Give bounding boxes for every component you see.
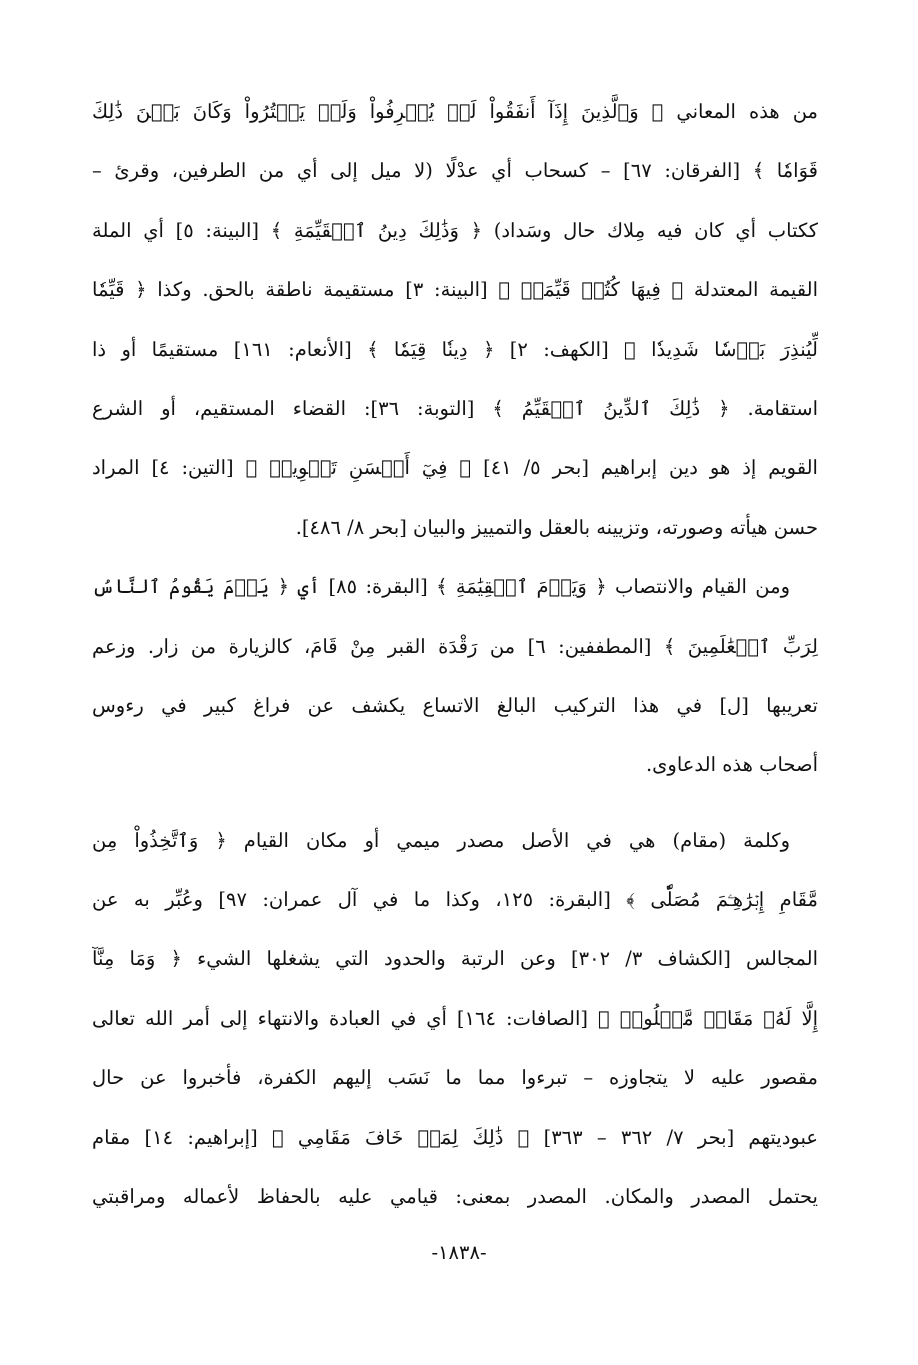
text-line: حسن هيأته وصورته، وتزيينه بالعقل والتمييز والبيان [بحر ٨/ ٤٨٦].	[295, 515, 818, 539]
paragraph-1	[92, 82, 818, 557]
text-line: يحتمل المصدر والمكان. المصدر بمعنى: قيامي عليه بالحفاظ لأعماله ومراقبتي	[92, 1185, 818, 1209]
paragraph-2	[92, 557, 818, 795]
text-line: عبوديتهم [بحر ٧/ ٣٦٢ – ٣٦٣] ﴿ ذَٰلِكَ لِمَنۡ خَافَ مَقَامِي ﴾ [إبراهيم: ١٤] مقام	[92, 1125, 818, 1149]
body-text	[92, 82, 818, 1226]
text-line: ومن القيام والانتصاب ﴿ وَيَوۡمَ ٱلۡقِيَٰمَةِ ﴾ [البقرة: ٨٥] أي ﴿ يَوۡمَ يَقُومُ ٱلنَّاسُ	[92, 575, 790, 599]
text-line: مَّقَامِ إِبۡرَٰهِـۧمَ مُصَلّٗى ﴾ [البقرة: ١٢٥، وكذا ما في آل عمران: ٩٧] وعُبِّر به عن	[92, 888, 818, 912]
text-line: من هذه المعاني ﴿ وَٱلَّذِينَ إِذَآ أَنفَقُواْ لَمۡ يُسۡرِفُواْ وَلَمۡ يَقۡتُرُواْ وَكَانَ بَيۡنَ ذَٰلِكَ	[92, 100, 818, 123]
text-line: القويم إذ هو دين إبراهيم [بحر ٥/ ٤١] ﴿ فِيٓ أَحۡسَنِ تَقۡوِيمٖ ﴾ [التين: ٤] المراد	[92, 456, 818, 480]
page-number: -١٨٣٨-	[431, 1241, 487, 1264]
text-line: لِّيُنذِرَ بَأۡسٗا شَدِيدٗا ﴾ [الكهف: ٢] ﴿ دِينٗا قِيَمٗا ﴾ [الأنعام: ١٦١] مستقيمًا أو ذا	[92, 337, 818, 361]
paragraph-gap	[92, 795, 818, 811]
text-line: وكلمة (مقام) هي في الأصل مصدر ميمي أو مكان القيام ﴿ وَٱتَّخِذُواْ مِن	[92, 828, 790, 852]
text-line: تعريبها [ل] في هذا التركيب البالغ الاتساع يكشف عن فراغ كبير في رءوس	[92, 693, 818, 717]
text-line: قَوَامٗا ﴾ [الفرقان: ٦٧] – كسحاب أي عدْلًا (لا ميل إلى أي من الطرفين، وقرئ –	[92, 159, 818, 183]
text-line: إِلَّا لَهُۥ مَقَامٞ مَّعۡلُومٞ ﴾ [الصافات: ١٦٤] أي في العبادة والانتهاء إلى أمر الله تعالى	[92, 1006, 818, 1030]
text-line: المجالس [الكشاف ٣/ ٣٠٢] وعن الرتبة والحدود التي يشغلها الشيء ﴿ وَمَا مِنَّآ	[92, 947, 818, 971]
text-line: استقامة. ﴿ ذَٰلِكَ ٱلدِّينُ ٱلۡقَيِّمُ ﴾ [التوبة: ٣٦]: القضاء المستقيم، أو الشرع	[92, 396, 818, 420]
text-line: لِرَبِّ ٱلۡعَٰلَمِينَ ﴾ [المطففين: ٦] من رَقْدَة القبر مِنْ قَامَ، كالزيارة من زار. وزعم	[92, 634, 818, 658]
paragraph-3	[92, 811, 818, 1227]
text-line: القيمة المعتدلة ﴿ فِيهَا كُتُبٞ قَيِّمَةٞ ﴾ [البينة: ٣] مستقيمة ناطقة بالحق. وكذا ﴿ قَيِّمٗا	[92, 278, 818, 302]
text-line: أصحاب هذه الدعاوى.	[645, 753, 818, 777]
text-line: مقصور عليه لا يتجاوزه – تبرءوا مما ما نَسَب إليهم الكفرة، فأخبروا عن حال	[92, 1066, 818, 1090]
text-line: ككتاب أي كان فيه مِلاك حال وسَداد) ﴿ وَذَٰلِكَ دِينُ ٱلۡقَيِّمَةِ ﴾ [البينة: ٥] أي الملة	[92, 218, 818, 242]
